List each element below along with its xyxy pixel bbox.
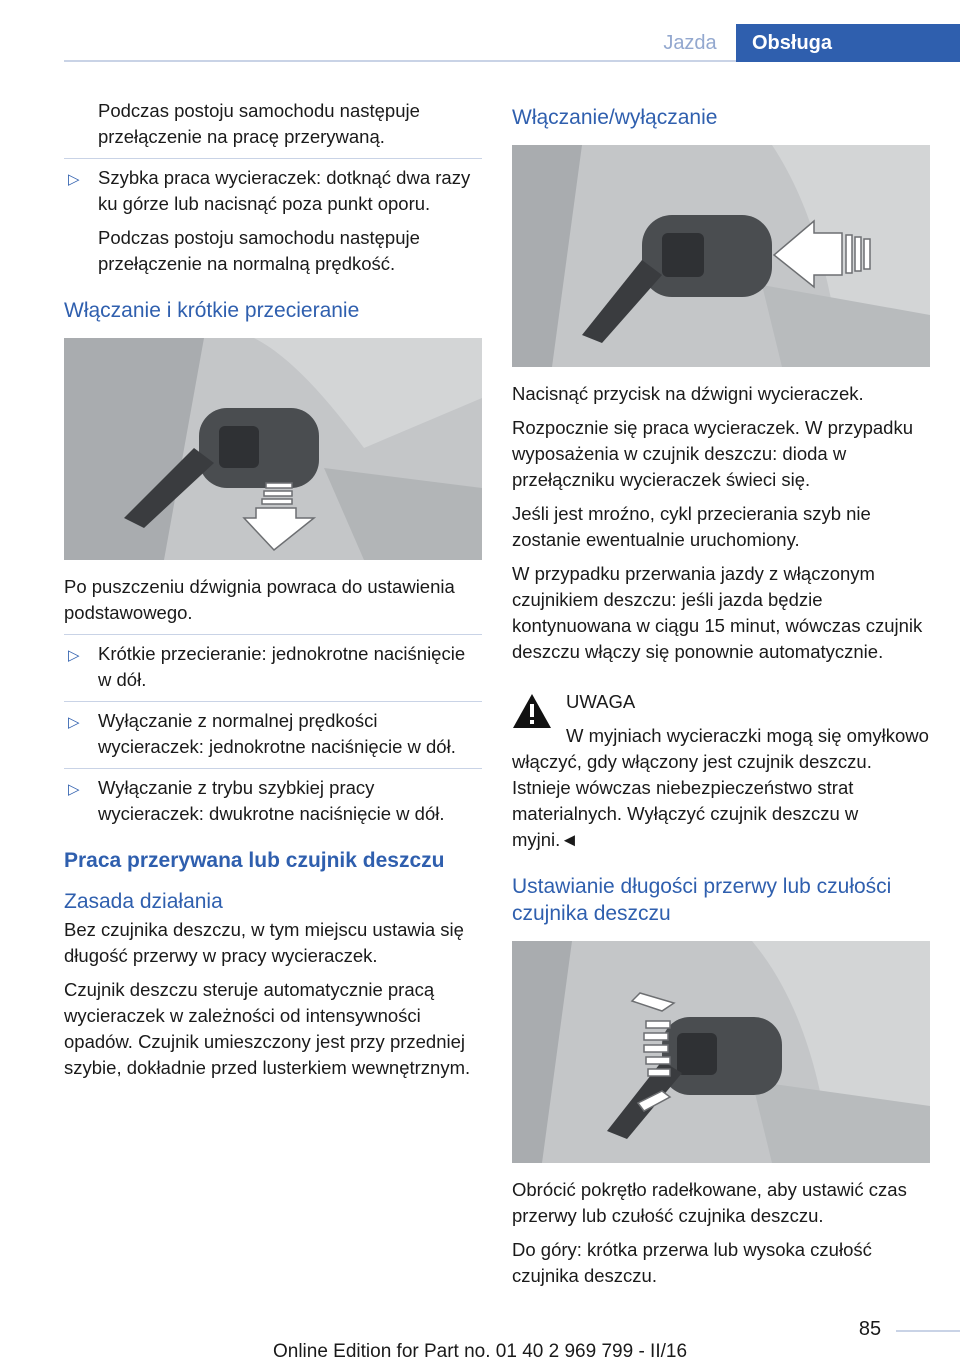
footer-edition: Online Edition for Part no. 01 40 2 969 799 - II/16 bbox=[272, 1341, 688, 1362]
bullet-triangle-icon: ▷ bbox=[68, 781, 80, 798]
figure-thumbwheel bbox=[512, 941, 930, 1163]
heading-adjust: Ustawianie długości przerwy lub czułości czujnika deszczu bbox=[512, 875, 892, 925]
warning-text: W myjniach wycieraczki mogą się omyłkowo włączyć, gdy włączony jest czujnik deszczu. Istnieje wówczas niebezpieczeństwo strat materialnych. Wyłączyć czujnik deszczu w myjni.◄ bbox=[512, 725, 929, 850]
left-column bbox=[64, 98, 482, 1089]
bullet-triangle-icon: ▷ bbox=[68, 714, 80, 731]
tab-obsluga[interactable]: Obsługa bbox=[736, 24, 960, 62]
paragraph-interrupt: W przypadku przerwania jazdy z włączonym czujnikiem deszczu: jeśli jazda będzie kontynuowana w ciągu 15 minut, wówczas czujnik deszczu włączy się ponownie automatycznie. bbox=[512, 563, 923, 662]
bullet-text: Krótkie przecieranie: jednokrotne naciśnięcie w dół. bbox=[98, 643, 466, 690]
paragraph-turn: Obrócić pokrętło radełkowane, aby ustawić czas przerwy lub czułość czujnika deszczu. bbox=[512, 1179, 907, 1226]
paragraph-release: Po puszczeniu dźwignia powraca do ustawienia podstawowego. bbox=[64, 576, 455, 623]
bullet-fast-wipe bbox=[64, 158, 482, 217]
bullet-off-normal bbox=[64, 701, 482, 760]
page-number: 85 bbox=[858, 1318, 882, 1340]
figure-lever-press bbox=[512, 145, 930, 367]
right-column bbox=[512, 98, 930, 1297]
bullet-triangle-icon: ▷ bbox=[68, 171, 80, 188]
heading-intermittent-rain: Praca przerywana lub czujnik deszczu bbox=[64, 849, 445, 872]
heading-principle: Zasada działania bbox=[64, 890, 223, 913]
bullet-off-fast bbox=[64, 768, 482, 827]
footer-rule bbox=[896, 1330, 960, 1332]
paragraph-no-sensor: Bez czujnika deszczu, w tym miejscu ustawia się długość przerwy w pracy wycieraczek. bbox=[64, 919, 464, 966]
bullet-triangle-icon: ▷ bbox=[68, 647, 80, 664]
bullet-text: Szybka praca wycieraczek: dotknąć dwa razy ku górze lub nacisnąć poza punkt oporu. bbox=[98, 167, 471, 214]
paragraph-sensor: Czujnik deszczu steruje automatycznie pracą wycieraczek w zależności od intensywności opadów. Czujnik umieszczony jest przy przedniej szybie, dokładnie przed lusterkiem wewnętrznym. bbox=[64, 979, 471, 1078]
paragraph-intermittent: Podczas postoju samochodu następuje przełączenie na pracę przerywaną. bbox=[98, 100, 420, 147]
bullet-short-wipe bbox=[64, 634, 482, 693]
warning-title: UWAGA bbox=[566, 691, 636, 712]
paragraph-press: Nacisnąć przycisk na dźwigni wycieraczek. bbox=[512, 383, 864, 404]
paragraph-up: Do góry: krótka przerwa lub wysoka czułość czujnika deszczu. bbox=[512, 1239, 872, 1286]
tab-jazda[interactable]: Jazda bbox=[663, 32, 717, 54]
paragraph-frost: Jeśli jest mroźno, cykl przecierania szyb nie zostanie ewentualnie uruchomiony. bbox=[512, 503, 871, 550]
bullet-text: Wyłączanie z trybu szybkiej pracy wycieraczek: dwukrotne naciśnięcie w dół. bbox=[98, 777, 445, 824]
paragraph-normal-speed: Podczas postoju samochodu następuje przełączenie na normalną prędkość. bbox=[98, 227, 420, 274]
bullet-text: Wyłączanie z normalnej prędkości wycieraczek: jednokrotne naciśnięcie w dół. bbox=[98, 710, 456, 757]
paragraph-start: Rozpocznie się praca wycieraczek. W przypadku wyposażenia w czujnik deszczu: dioda w przełączniku wycieraczek świeci się. bbox=[512, 417, 913, 490]
warning-box bbox=[512, 689, 930, 853]
warning-triangle-icon bbox=[512, 693, 552, 729]
figure-lever-down bbox=[64, 338, 482, 560]
heading-on-short-wipe: Włączanie i krótkie przecieranie bbox=[64, 299, 360, 322]
heading-on-off: Włączanie/wyłączanie bbox=[512, 106, 718, 129]
